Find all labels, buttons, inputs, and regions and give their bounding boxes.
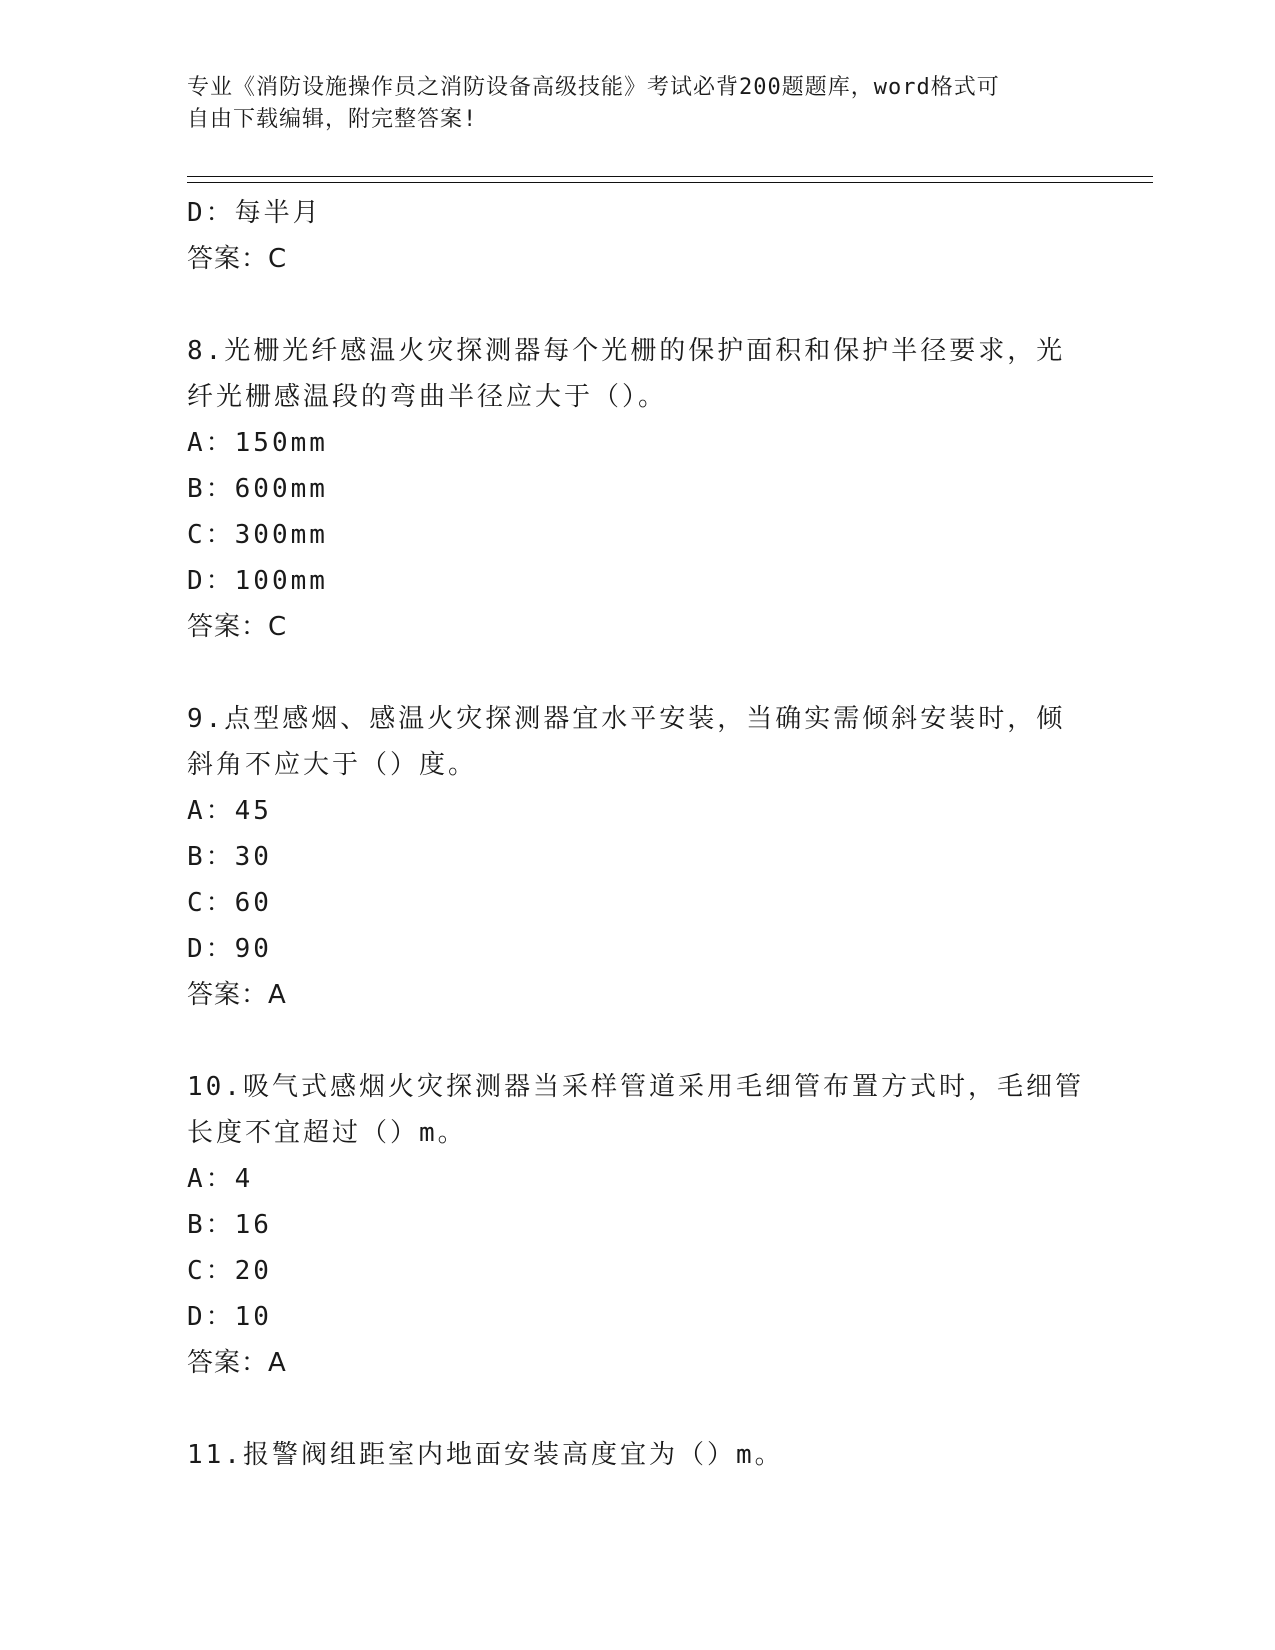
option-d: D：每半月 xyxy=(187,198,322,228)
question-11 xyxy=(187,1432,1077,1478)
option-c: C：300mm xyxy=(187,520,328,550)
question-9 xyxy=(187,696,1077,1018)
option-b: B：30 xyxy=(187,842,272,872)
carryover-question xyxy=(187,190,1077,282)
question-text-line-1: 9.点型感烟、感温火灾探测器宜水平安装，当确实需倾斜安装时，倾 xyxy=(187,704,1066,734)
option-c: C：20 xyxy=(187,1256,272,1286)
option-a: A：150mm xyxy=(187,428,328,458)
option-a: A：4 xyxy=(187,1164,254,1194)
option-d: D：90 xyxy=(187,934,272,964)
question-10 xyxy=(187,1064,1084,1386)
document-header xyxy=(187,72,1087,136)
header-line-1: 专业《消防设施操作员之消防设备高级技能》考试必背200题题库，word格式可 xyxy=(187,75,1000,100)
option-b: B：600mm xyxy=(187,474,328,504)
document-body xyxy=(187,190,1084,1478)
option-c: C：60 xyxy=(187,888,272,918)
option-a: A：45 xyxy=(187,796,272,826)
question-text-line-1: 10.吸气式感烟火灾探测器当采样管道采用毛细管布置方式时，毛细管 xyxy=(187,1072,1084,1102)
answer: 答案：A xyxy=(187,980,287,1010)
answer: 答案：A xyxy=(187,1348,287,1378)
option-d: D：10 xyxy=(187,1302,272,1332)
header-divider-top xyxy=(187,176,1153,177)
header-line-2: 自由下载编辑，附完整答案! xyxy=(187,107,478,132)
question-text-line-2: 斜角不应大于（）度。 xyxy=(187,750,478,780)
question-8 xyxy=(187,328,1077,650)
option-d: D：100mm xyxy=(187,566,328,596)
question-text-line-1: 11.报警阀组距室内地面安装高度宜为（）m。 xyxy=(187,1440,784,1470)
question-text-line-1: 8.光栅光纤感温火灾探测器每个光栅的保护面积和保护半径要求，光 xyxy=(187,336,1066,366)
question-text-line-2: 长度不宜超过（）m。 xyxy=(187,1118,467,1148)
header-divider-bottom xyxy=(187,182,1153,183)
answer: 答案：C xyxy=(187,244,288,274)
option-b: B：16 xyxy=(187,1210,272,1240)
answer: 答案：C xyxy=(187,612,288,642)
question-text-line-2: 纤光栅感温段的弯曲半径应大于（）。 xyxy=(187,382,668,412)
